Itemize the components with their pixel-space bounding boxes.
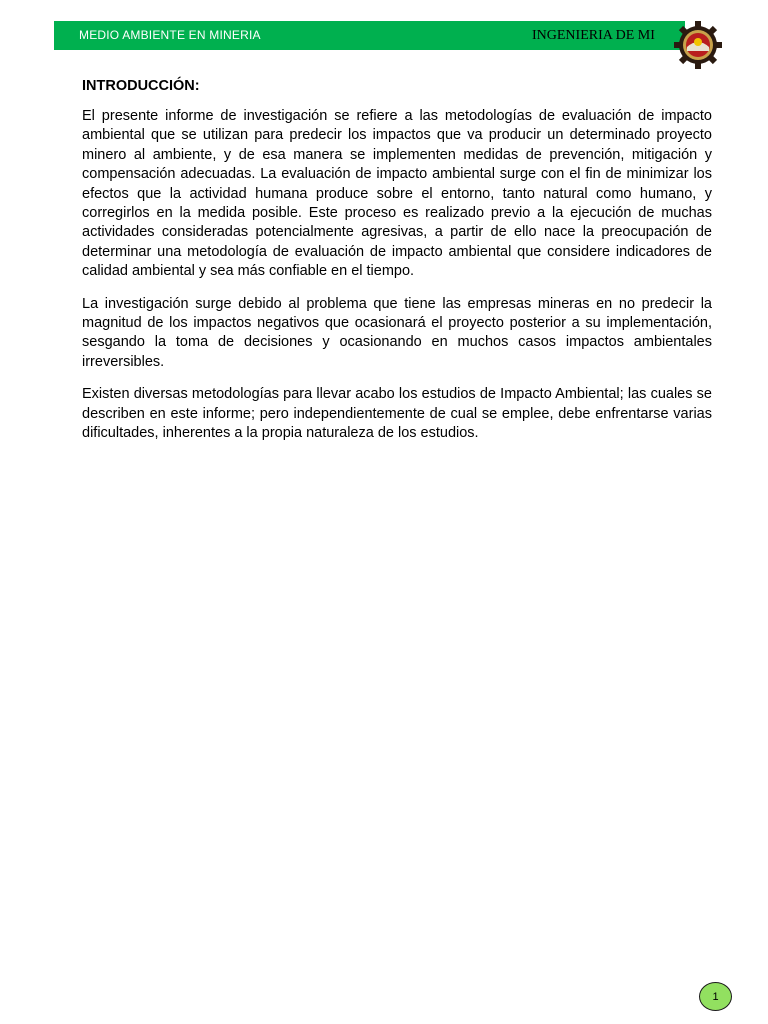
- paragraph: Existen diversas metodologías para llevar acabo los estudios de Impacto Ambiental; las cuales se describen en este informe; pero independientemente de cual se emplee, debe enfrentarse varias dificultades, inherentes a la propia naturaleza de los estudios.: [82, 386, 712, 442]
- page-number-badge: [699, 982, 732, 1011]
- page-number: 1: [712, 990, 719, 1003]
- university-gear-seal-icon: [673, 20, 723, 70]
- paragraph: El presente informe de investigación se refiere a las metodologías de evaluación de impacto ambiental que se utilizan para predecir los impactos que va producir un determinado proyecto minero al ambiente, y de esa manera se implementen medidas de prevención, mitigación y compensación adecuadas. La evaluación de impacto ambiental surge con el fin de minimizar los efectos que la actividad humana produce sobre el entorno, tanto natural como humano, y corregirlos en la medida posible. Este proceso es realizado previo a la ejecución de muchas actividades consideradas potencialmente agresivas, a partir de ello nace la preocupación de determinar una metodología de evaluación de impacto ambiental que considere indicadores de calidad ambiental y sea más confiable en el tiempo.: [82, 108, 712, 280]
- section-heading: INTRODUCCIÓN:: [82, 78, 200, 94]
- header-faculty-title: INGENIERIA DE MI: [532, 28, 655, 43]
- page-header-bar: [54, 21, 685, 50]
- document-body: [82, 78, 712, 457]
- header-course-title: MEDIO AMBIENTE EN MINERIA: [79, 28, 261, 42]
- paragraph: La investigación surge debido al problema que tiene las empresas mineras en no predecir la magnitud de los impactos negativos que ocasionará el proyecto posterior a su implementación, sesgando la toma de decisiones y ocasionando en muchos casos impactos ambientales irreversibles.: [82, 295, 712, 370]
